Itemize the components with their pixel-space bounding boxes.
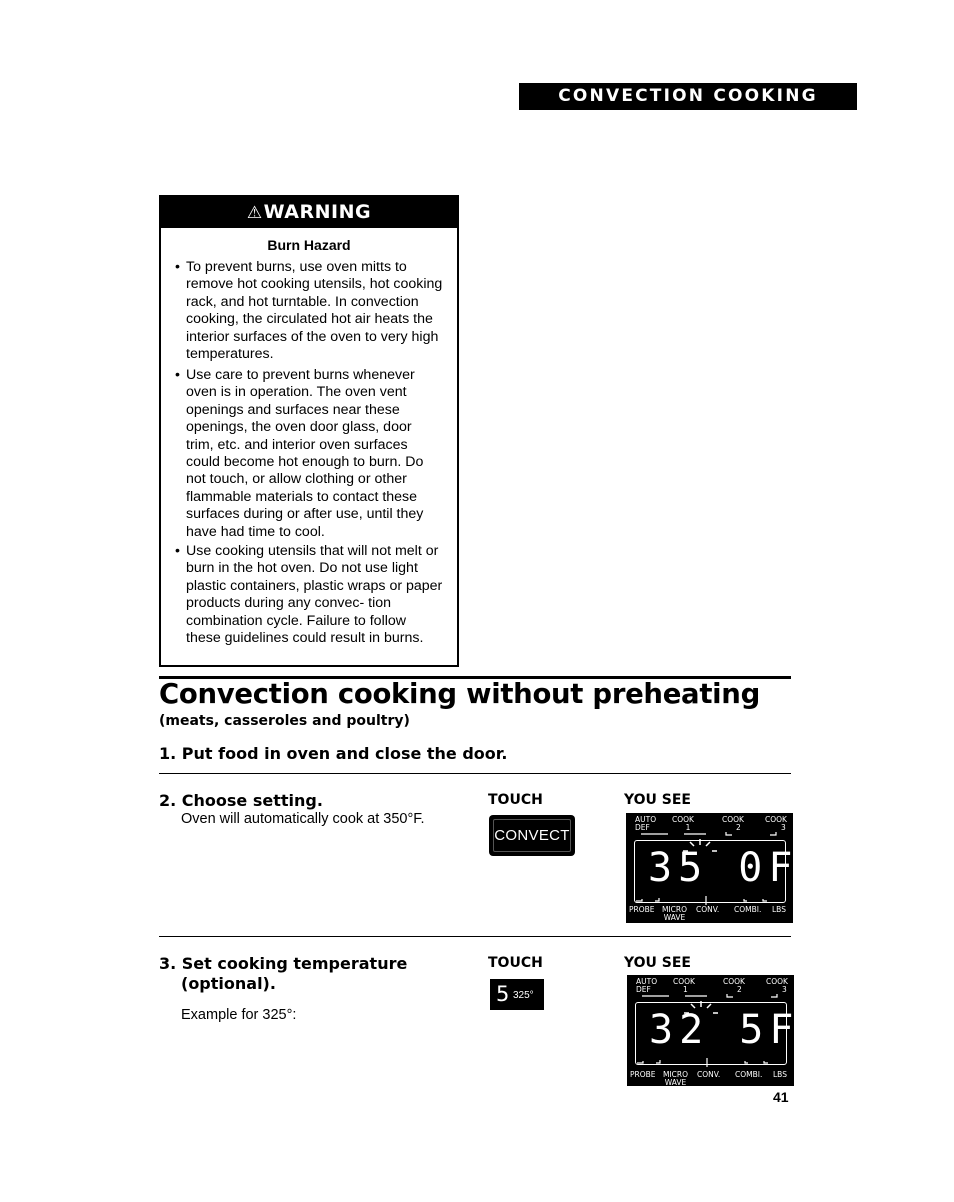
warning-bullet-text: Use care to prevent burns whenever oven is in operation. The oven vent openings and surfaces near these openings, the oven door glass, door trim, etc. and interior oven surfaces could become hot enough to burn. Do not touch, or allow clothing or other flammable materials to contact these surfaces during or after use, until they have had time to cool. <box>186 367 424 540</box>
section-banner: CONVECTION COOKING <box>519 83 857 110</box>
you-see-label: YOU SEE <box>624 955 691 971</box>
convect-key-label: CONVECT <box>494 827 570 844</box>
display-label-combi: COMBI. <box>735 1070 763 1079</box>
page-number: 41 <box>773 1089 789 1105</box>
display-label-lbs: LBS <box>772 905 786 914</box>
step-3-title: 3. Set cooking temperature <box>159 954 408 973</box>
main-heading: Convection cooking without preheating <box>159 678 760 710</box>
touch-label: TOUCH <box>488 792 543 808</box>
display-label-micro-wave: MICRO WAVE <box>663 1070 689 1087</box>
oven-display <box>626 813 799 923</box>
sub-heading: (meats, casseroles and poultry) <box>159 713 410 729</box>
convect-key[interactable] <box>489 815 575 856</box>
display-label-conv: CONV. <box>696 905 720 914</box>
key-number: 5 <box>496 982 510 1006</box>
display-label-micro-wave: MICRO WAVE <box>662 905 688 922</box>
step-2-title: 2. Choose setting. <box>159 791 323 810</box>
step-2-description: Oven will automatically cook at 350°F. <box>181 811 425 827</box>
display-label-auto-def: AUTO DEF <box>635 815 657 832</box>
step-3-title-line-2: (optional). <box>181 974 276 993</box>
warning-bullet <box>175 367 443 541</box>
display-label-cook-3: COOK 3 <box>765 815 787 832</box>
display-label-cook-2: COOK 2 <box>722 815 744 832</box>
display-label-cook-1: COOK 1 <box>673 977 695 994</box>
hazard-title: Burn Hazard <box>267 237 351 253</box>
bullet-icon: • <box>175 367 180 383</box>
warning-title: WARNING <box>263 201 372 223</box>
you-see-label: YOU SEE <box>624 792 691 808</box>
bullet-icon: • <box>175 543 180 559</box>
warning-bullet <box>175 543 443 647</box>
warning-bullet <box>175 259 443 363</box>
step-1: 1. Put food in oven and close the door. <box>159 744 508 763</box>
display-label-auto-def: AUTO DEF <box>636 977 658 994</box>
display-label-cook-1: COOK 1 <box>672 815 694 832</box>
bullet-icon: • <box>175 259 180 275</box>
display-label-combi: COMBI. <box>734 905 762 914</box>
key-temperature: 325° <box>513 990 534 1001</box>
warning-triangle-icon: ⚠ <box>246 203 263 223</box>
number-key-5[interactable] <box>490 979 544 1010</box>
warning-header <box>161 197 457 228</box>
display-label-conv: CONV. <box>697 1070 721 1079</box>
display-label-cook-2: COOK 2 <box>723 977 745 994</box>
oven-display <box>627 975 800 1087</box>
display-label-lbs: LBS <box>773 1070 787 1079</box>
warning-bullet-text: To prevent burns, use oven mitts to remove hot cooking utensils, hot cooking rack, and hot turntable. In convection cooking, the circulated hot air heats the interior surfaces of the oven to very high temperatures. <box>186 259 443 363</box>
warning-box <box>159 195 459 667</box>
display-digits: 32 5F <box>649 1007 800 1053</box>
display-label-probe: PROBE <box>630 1070 656 1079</box>
step-divider <box>159 936 791 937</box>
touch-label: TOUCH <box>488 955 543 971</box>
display-label-cook-3: COOK 3 <box>766 977 788 994</box>
warning-bullet-text: Use cooking utensils that will not melt or burn in the hot oven. Do not use light plastic containers, plastic wraps or paper products during any convec- tion combination cycle. Failure to follow these guidelines could result in burns. <box>186 543 443 647</box>
display-label-probe: PROBE <box>629 905 655 914</box>
step-3-description: Example for 325°: <box>181 1007 297 1023</box>
step-divider <box>159 773 791 774</box>
display-digits: 35 0F <box>648 845 799 891</box>
